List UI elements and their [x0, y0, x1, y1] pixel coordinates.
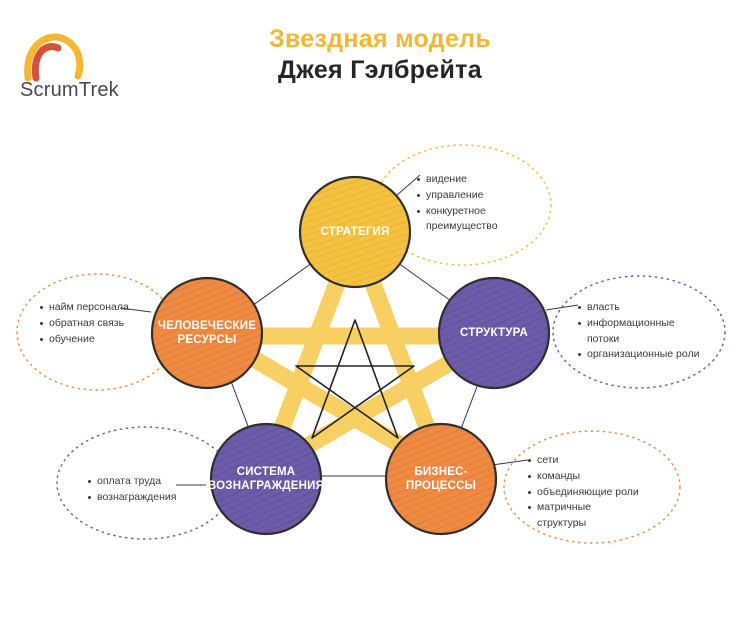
callout-item-cont: потоки [587, 332, 620, 345]
callout-item-cont: структуры [537, 517, 587, 529]
node-circle-human-resources[interactable] [152, 278, 262, 388]
callout-item-cont: преимущество [426, 220, 498, 233]
callout-item: вознаграждения [88, 490, 176, 506]
node-circle-structure[interactable] [439, 278, 549, 388]
callout-item: объединяющие роли [528, 485, 639, 501]
node-label-strategy: СТРАТЕГИЯ [320, 226, 390, 238]
callout-text-structure [578, 300, 700, 363]
callout-text-reward-system [88, 474, 176, 506]
callout-item: власть [578, 300, 700, 316]
node-circle-business-processes[interactable] [386, 424, 496, 534]
node-label-human-resources: ЧЕЛОВЕЧЕСКИЕ РЕСУРСЫ [157, 320, 257, 347]
leader-line-business-processes [492, 460, 528, 465]
node-label-reward-system: СИСТЕМА ВОЗНАГРАЖДЕНИЯ [207, 466, 325, 493]
callout-text-business-processes [528, 453, 639, 532]
callout-item: видение [417, 172, 498, 188]
callout-item: обратная связь [40, 316, 129, 332]
callout-item: организационные роли [578, 347, 700, 363]
node-circle-strategy[interactable] [300, 177, 410, 287]
callout-text-strategy [417, 172, 498, 235]
callout-item: обучение [40, 332, 129, 348]
node-label-structure: СТРУКТУРА [460, 327, 528, 339]
callout-item: управление [417, 188, 498, 204]
title-line-1: Звездная модель [268, 25, 492, 53]
callout-item: матричные [528, 500, 639, 516]
callout-item: найм персонала [40, 300, 129, 316]
callout-item: оплата труда [88, 474, 176, 490]
callout-item: сети [528, 453, 639, 469]
brand-name: ScrumTrek [20, 79, 119, 101]
leader-line-structure [546, 305, 578, 310]
title-line-2: Джея Гэлбрейта [278, 56, 482, 85]
callout-item: команды [528, 469, 639, 485]
node-label-business-processes: БИЗНЕС- ПРОЦЕССЫ [405, 466, 477, 493]
callout-item: конкуретное [417, 204, 498, 220]
callout-item: информационные [578, 316, 700, 332]
node-circle-reward-system[interactable] [211, 424, 321, 534]
callout-text-human-resources [40, 300, 129, 347]
